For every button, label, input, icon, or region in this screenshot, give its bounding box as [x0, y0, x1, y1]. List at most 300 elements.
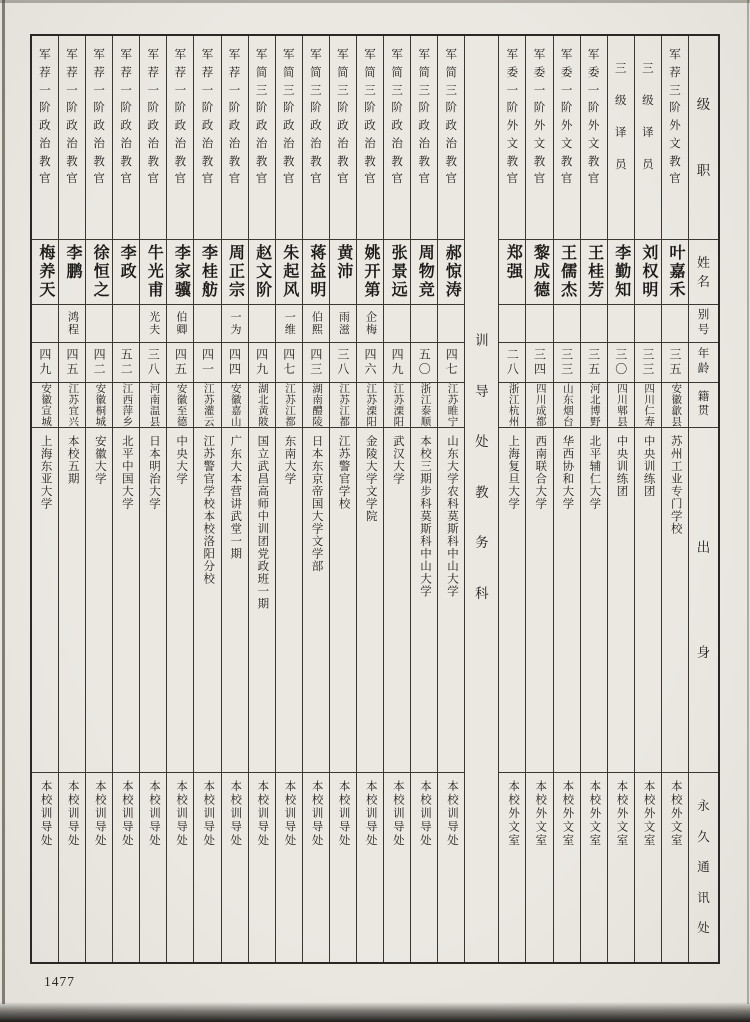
age-cell: [194, 343, 220, 383]
name-text: 王儒杰: [558, 244, 576, 300]
age-text: 三三: [640, 347, 655, 377]
age-cell: [357, 343, 383, 383]
alias-text: 鸿程: [66, 310, 79, 336]
address-cell: [303, 773, 329, 962]
rank-text: 军 简 三 阶 政 治 教 官: [310, 49, 322, 186]
name-cell: [499, 240, 525, 305]
origin-cell: [167, 428, 193, 773]
address-text: 本校训导处: [418, 779, 431, 848]
native-cell: [194, 383, 220, 429]
native-cell: [276, 383, 302, 429]
native-cell: [140, 383, 166, 429]
scan-edge-right: [747, 0, 749, 1004]
address-cell: [499, 773, 525, 962]
person-column: [437, 36, 464, 962]
address-text: 本校外文室: [588, 779, 601, 848]
scan-edge-bottom: [0, 1002, 750, 1022]
age-text: 三八: [146, 347, 161, 377]
name-text: 张景远: [389, 244, 407, 300]
address-cell: [662, 773, 688, 962]
origin-cell: [303, 428, 329, 773]
header-alias-cell: [689, 305, 718, 343]
origin-text: 中央训练团: [615, 435, 628, 498]
rank-text: 军 委 一 阶 外 文 教 官: [560, 49, 573, 186]
origin-text: 日本东京帝国大学文学部: [310, 435, 323, 573]
age-cell: [662, 343, 688, 383]
address-cell: [554, 773, 580, 962]
rank-text: 军 荐 一 阶 政 治 教 官: [174, 49, 187, 186]
origin-cell: [357, 428, 383, 773]
name-cell: [59, 240, 85, 305]
rank-text: 军 简 三 阶 政 治 教 官: [337, 49, 349, 186]
rank-text: 军 荐 一 阶 政 治 教 官: [201, 49, 214, 186]
alias-text: 伯熙: [310, 310, 323, 336]
origin-text: 上海复旦大学: [507, 435, 520, 511]
origin-cell: [140, 428, 166, 773]
age-cell: [438, 343, 464, 383]
age-text: 四五: [64, 347, 79, 377]
origin-cell: [384, 428, 410, 773]
person-column: [221, 36, 248, 962]
origin-cell: [635, 428, 661, 773]
name-text: 叶嘉禾: [666, 244, 684, 300]
person-column: [85, 36, 112, 962]
alias-cell: [276, 305, 302, 343]
address-text: 本校训导处: [364, 779, 377, 848]
native-cell: [357, 383, 383, 429]
header-origin-label: 出 身: [696, 539, 711, 661]
alias-cell: [384, 305, 410, 343]
alias-text: 雨滋: [337, 310, 350, 336]
header-origin-cell: [689, 428, 718, 773]
person-column: [410, 36, 437, 962]
rank-text: 军 委 一 阶 外 文 教 官: [587, 49, 600, 186]
alias-cell: [113, 305, 139, 343]
rank-cell: [635, 36, 661, 240]
address-text: 本校训导处: [283, 779, 296, 848]
address-cell: [194, 773, 220, 962]
name-cell: [438, 240, 464, 305]
alias-cell: [608, 305, 634, 343]
alias-text: 光夫: [147, 310, 160, 336]
name-cell: [384, 240, 410, 305]
person-column: [383, 36, 410, 962]
age-cell: [554, 343, 580, 383]
address-text: 本校训导处: [337, 779, 350, 848]
address-cell: [140, 773, 166, 962]
age-text: 四九: [37, 347, 52, 377]
address-cell: [608, 773, 634, 962]
name-cell: [113, 240, 139, 305]
native-cell: [411, 383, 437, 429]
name-text: 周正宗: [226, 244, 244, 300]
native-place-text: 江苏溧阳: [392, 382, 404, 427]
person-column: [607, 36, 634, 962]
age-cell: [384, 343, 410, 383]
rank-cell: [411, 36, 437, 240]
native-place-text: 江苏宜兴: [67, 382, 79, 427]
alias-text: 一为: [229, 310, 242, 336]
origin-cell: [411, 428, 437, 773]
address-text: 本校训导处: [120, 779, 133, 848]
person-column: [112, 36, 139, 962]
address-cell: [357, 773, 383, 962]
age-cell: [499, 343, 525, 383]
name-cell: [222, 240, 248, 305]
alias-cell: [222, 305, 248, 343]
alias-cell: [140, 305, 166, 343]
name-cell: [635, 240, 661, 305]
age-cell: [330, 343, 356, 383]
name-cell: [86, 240, 112, 305]
name-text: 周物竞: [416, 244, 434, 300]
name-text: 李家骥: [172, 244, 190, 300]
person-column: [166, 36, 193, 962]
person-column: [356, 36, 383, 962]
name-text: 朱起风: [280, 244, 298, 300]
rank-text: 军 简 三 阶 政 治 教 官: [445, 49, 458, 186]
rank-cell: [438, 36, 464, 240]
native-cell: [608, 383, 634, 429]
age-text: 四二: [92, 347, 107, 377]
alias-cell: [635, 305, 661, 343]
address-cell: [384, 773, 410, 962]
native-place-text: 四川郫县: [616, 382, 628, 427]
origin-text: 本校五期: [66, 435, 79, 486]
rank-text: 军 简 三 阶 政 治 教 官: [364, 49, 376, 186]
age-cell: [581, 343, 607, 383]
age-text: 三五: [667, 347, 682, 377]
page-number: 1477: [44, 974, 75, 989]
native-place-text: 安徽桐城: [94, 382, 106, 427]
rank-cell: [276, 36, 302, 240]
alias-cell: [330, 305, 356, 343]
origin-text: 东南大学: [283, 435, 296, 486]
rank-text: 军 简 三 阶 政 治 教 官: [255, 49, 268, 186]
address-text: 本校外文室: [615, 779, 628, 848]
native-cell: [303, 383, 329, 429]
header-age-label: 年 龄: [697, 348, 710, 375]
age-cell: [411, 343, 437, 383]
name-cell: [554, 240, 580, 305]
rank-cell: [499, 36, 525, 240]
name-text: 王桂芳: [585, 244, 603, 300]
rank-text: 军 荐 一 阶 政 治 教 官: [228, 49, 241, 186]
scan-edge-left: [2, 0, 5, 1004]
age-text: 三八: [335, 347, 350, 377]
name-text: 牛光甫: [145, 244, 163, 300]
origin-text: 江苏警官学校本校洛阳分校: [202, 435, 215, 586]
age-cell: [276, 343, 302, 383]
native-place-text: 安徽嘉山: [229, 382, 241, 427]
person-column: [275, 36, 302, 962]
origin-text: 日本明治大学: [148, 435, 161, 511]
age-cell: [167, 343, 193, 383]
native-cell: [86, 383, 112, 429]
address-text: 本校训导处: [175, 779, 188, 848]
native-place-text: 江苏睢宁: [446, 382, 458, 427]
name-text: 黄沛: [334, 244, 352, 282]
address-text: 本校训导处: [39, 779, 52, 848]
origin-text: 苏州工业专门学校: [669, 435, 682, 536]
rank-text: 军 荐 一 阶 政 治 教 官: [66, 49, 78, 186]
rank-text: 军 荐 一 阶 政 治 教 官: [39, 49, 51, 186]
personnel-table: [30, 34, 720, 964]
address-cell: [32, 773, 58, 962]
rank-text: 军 委 一 阶 外 文 教 官: [506, 49, 519, 186]
origin-text: 中央大学: [175, 435, 188, 486]
person-column: [58, 36, 85, 962]
person-column: [661, 36, 688, 962]
native-cell: [249, 383, 275, 429]
origin-cell: [32, 428, 58, 773]
origin-text: 国立武昌高师中训团党政班一期: [256, 435, 269, 611]
section-divider-column: [464, 36, 498, 962]
header-name-cell: [689, 240, 718, 305]
native-place-text: 江西萍乡: [121, 382, 133, 427]
address-cell: [635, 773, 661, 962]
age-text: 四七: [281, 347, 296, 377]
native-place-text: 四川仁寿: [643, 382, 655, 427]
address-text: 本校训导处: [391, 779, 404, 848]
age-text: 三〇: [613, 347, 628, 377]
native-cell: [554, 383, 580, 429]
age-cell: [59, 343, 85, 383]
header-alias-label: 别 号: [697, 309, 710, 336]
name-cell: [276, 240, 302, 305]
age-cell: [32, 343, 58, 383]
age-text: 五二: [119, 347, 134, 377]
name-text: 刘权明: [639, 244, 657, 300]
alias-cell: [411, 305, 437, 343]
address-cell: [86, 773, 112, 962]
section-divider-cell: [465, 36, 498, 962]
person-column: [525, 36, 552, 962]
native-place-text: 江苏灌云: [202, 382, 214, 427]
person-column: [248, 36, 275, 962]
age-text: 三五: [586, 347, 601, 377]
address-text: 本校外文室: [642, 779, 655, 848]
origin-text: 中央训练团: [642, 435, 655, 498]
rank-cell: [167, 36, 193, 240]
name-cell: [662, 240, 688, 305]
age-cell: [222, 343, 248, 383]
name-cell: [330, 240, 356, 305]
origin-text: 江苏警官学校: [337, 435, 350, 511]
age-text: 五〇: [417, 347, 432, 377]
alias-cell: [167, 305, 193, 343]
name-cell: [608, 240, 634, 305]
origin-cell: [59, 428, 85, 773]
rank-cell: [581, 36, 607, 240]
origin-text: 山东大学农科莫斯科中山大学: [446, 435, 459, 598]
name-cell: [581, 240, 607, 305]
alias-cell: [59, 305, 85, 343]
origin-cell: [222, 428, 248, 773]
rank-text: 军 简 三 阶 政 治 教 官: [391, 49, 403, 186]
name-text: 郑强: [504, 244, 522, 282]
origin-cell: [330, 428, 356, 773]
name-text: 梅养天: [36, 244, 54, 300]
age-cell: [635, 343, 661, 383]
rank-text: 军 荐 一 阶 政 治 教 官: [93, 49, 105, 186]
address-text: 本校训导处: [310, 779, 323, 848]
address-text: 本校外文室: [561, 779, 574, 848]
native-place-text: 湖北黄陂: [256, 382, 268, 427]
rank-cell: [140, 36, 166, 240]
address-cell: [411, 773, 437, 962]
header-rank-cell: [689, 36, 718, 240]
address-cell: [276, 773, 302, 962]
alias-cell: [526, 305, 552, 343]
native-cell: [222, 383, 248, 429]
name-text: 徐恒之: [91, 244, 109, 300]
origin-text: 华西协和大学: [561, 435, 574, 511]
address-text: 本校外文室: [507, 779, 520, 848]
origin-text: 北平中国大学: [120, 435, 133, 511]
name-cell: [411, 240, 437, 305]
person-column: [193, 36, 220, 962]
age-text: 四九: [254, 347, 269, 377]
native-place-text: 湖南醴陵: [311, 382, 323, 427]
age-text: 四一: [200, 347, 215, 377]
address-cell: [59, 773, 85, 962]
age-text: 四五: [173, 347, 188, 377]
native-cell: [167, 383, 193, 429]
address-cell: [438, 773, 464, 962]
rank-text: 军 荐 一 阶 政 治 教 官: [120, 49, 132, 186]
age-text: 四四: [227, 347, 242, 377]
origin-cell: [581, 428, 607, 773]
age-text: 三三: [559, 347, 574, 377]
native-place-text: 安徽宣城: [40, 382, 52, 427]
name-cell: [32, 240, 58, 305]
age-text: 四三: [308, 347, 323, 377]
rank-cell: [330, 36, 356, 240]
alias-cell: [32, 305, 58, 343]
alias-cell: [357, 305, 383, 343]
rank-cell: [303, 36, 329, 240]
native-place-text: 四川成都: [534, 382, 546, 427]
rank-cell: [86, 36, 112, 240]
origin-cell: [608, 428, 634, 773]
person-column: [302, 36, 329, 962]
origin-text: 广东大本营讲武堂一期: [229, 435, 242, 561]
rank-cell: [526, 36, 552, 240]
age-cell: [249, 343, 275, 383]
address-cell: [330, 773, 356, 962]
origin-text: 上海东亚大学: [39, 435, 52, 511]
alias-cell: [662, 305, 688, 343]
address-text: 本校训导处: [202, 779, 215, 848]
age-cell: [140, 343, 166, 383]
alias-cell: [303, 305, 329, 343]
native-place-text: 安徽至德: [175, 382, 187, 427]
name-cell: [303, 240, 329, 305]
alias-cell: [581, 305, 607, 343]
native-place-text: 江苏江都: [283, 382, 295, 427]
native-cell: [330, 383, 356, 429]
rank-cell: [384, 36, 410, 240]
native-place-text: 江苏溧阳: [365, 382, 377, 427]
native-cell: [635, 383, 661, 429]
native-place-text: 浙江泰顺: [419, 382, 431, 427]
person-column: [634, 36, 661, 962]
alias-cell: [194, 305, 220, 343]
origin-cell: [662, 428, 688, 773]
name-cell: [357, 240, 383, 305]
age-text: 四六: [363, 347, 378, 377]
alias-cell: [438, 305, 464, 343]
alias-text: 一维: [283, 310, 296, 336]
name-cell: [526, 240, 552, 305]
person-column: [32, 36, 58, 962]
native-cell: [438, 383, 464, 429]
rank-cell: [59, 36, 85, 240]
age-text: 四七: [444, 347, 459, 377]
age-text: 二八: [505, 347, 520, 377]
table-header-column: [688, 36, 718, 962]
rank-text: 军 简 三 阶 政 治 教 官: [282, 49, 295, 186]
name-text: 李政: [118, 244, 136, 282]
address-cell: [222, 773, 248, 962]
address-text: 本校训导处: [446, 779, 459, 848]
name-text: 蒋益明: [307, 244, 325, 300]
native-cell: [662, 383, 688, 429]
alias-cell: [554, 305, 580, 343]
address-text: 本校外文室: [534, 779, 547, 848]
origin-text: 安徽大学: [93, 435, 106, 486]
origin-cell: [276, 428, 302, 773]
name-cell: [167, 240, 193, 305]
name-text: 郝惊涛: [443, 244, 461, 300]
rank-cell: [32, 36, 58, 240]
name-text: 黎成德: [531, 244, 549, 300]
address-text: 本校外文室: [669, 779, 682, 848]
person-column: [329, 36, 356, 962]
native-cell: [499, 383, 525, 429]
native-place-text: 河北博野: [588, 382, 600, 427]
header-name-label: 姓 名: [696, 254, 710, 289]
person-column: [139, 36, 166, 962]
address-text: 本校训导处: [93, 779, 106, 848]
native-cell: [59, 383, 85, 429]
origin-text: 本校三期步科莫斯科中山大学: [418, 435, 431, 598]
origin-text: 西南联合大学: [534, 435, 547, 511]
origin-text: 金陵大学文学院: [364, 435, 377, 523]
age-cell: [113, 343, 139, 383]
address-text: 本校训导处: [66, 779, 79, 848]
scan-edge-top: [0, 0, 750, 3]
origin-cell: [249, 428, 275, 773]
rank-cell: [357, 36, 383, 240]
name-cell: [249, 240, 275, 305]
native-place-text: 安徽歙县: [670, 382, 682, 427]
native-place-text: 浙江杭州: [507, 382, 519, 427]
origin-cell: [113, 428, 139, 773]
rank-text: 三 级 译 员: [615, 63, 627, 172]
address-cell: [167, 773, 193, 962]
header-native-place-cell: [689, 383, 718, 429]
native-place-text: 山东烟台: [561, 382, 573, 427]
rank-text: 军 荐 三 阶 外 文 教 官: [669, 49, 681, 186]
age-text: 四九: [390, 347, 405, 377]
name-text: 姚开第: [362, 244, 380, 300]
age-cell: [86, 343, 112, 383]
address-cell: [249, 773, 275, 962]
rank-text: 军 委 一 阶 外 文 教 官: [533, 49, 546, 186]
rank-cell: [608, 36, 634, 240]
